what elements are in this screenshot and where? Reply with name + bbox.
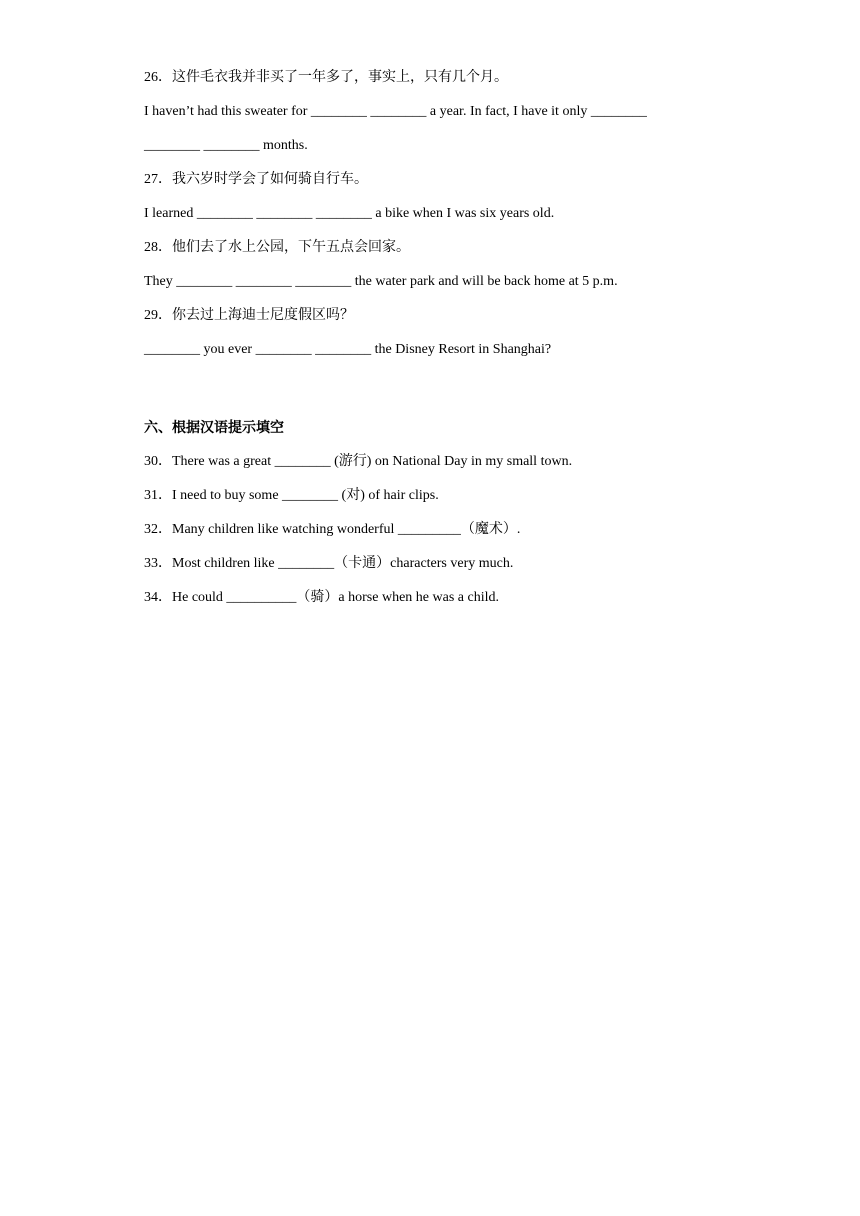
worksheet-page: [144, 68, 724, 608]
question-26-chinese: 26．这件毛衣我并非买了一年多了，事实上，只有几个月。: [144, 70, 508, 85]
section-6-title: 六、根据汉语提示填空: [144, 420, 284, 436]
question-26-english-line1: I haven’t had this sweater for ________ ________ a year. In fact, I have it only ________: [144, 104, 647, 119]
question-34: 34．He could __________（骑）a horse when he was a child.: [144, 590, 499, 605]
question-32: 32．Many children like watching wonderful _________（魔术）.: [144, 522, 521, 537]
question-33: 33．Most children like ________（卡通）characters very much.: [144, 556, 514, 571]
question-27-english: I learned ________ ________ ________ a bike when I was six years old.: [144, 206, 555, 221]
question-26-english-line2: ________ ________ months.: [144, 138, 308, 153]
question-28-english: They ________ ________ ________ the water park and will be back home at 5 p.m.: [144, 274, 618, 289]
question-30: 30．There was a great ________ (游行) on National Day in my small town.: [144, 454, 573, 469]
question-31: 31．I need to buy some ________ (对) of hair clips.: [144, 488, 439, 503]
question-28-chinese: 28．他们去了水上公园，下午五点会回家。: [144, 240, 410, 255]
question-29-english: ________ you ever ________ ________ the Disney Resort in Shanghai?: [144, 342, 552, 357]
question-27-chinese: 27．我六岁时学会了如何骑自行车。: [144, 172, 368, 187]
question-29-chinese: 29．你去过上海迪士尼度假区吗？: [144, 308, 354, 323]
